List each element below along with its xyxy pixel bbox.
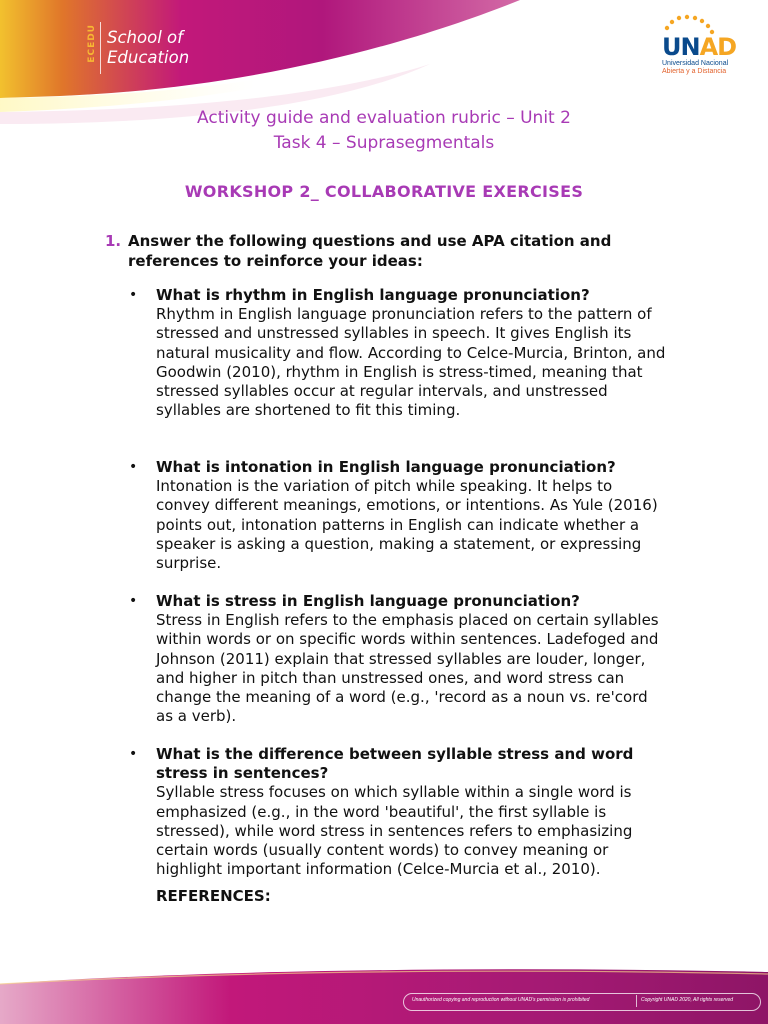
item-question: What is intonation in English language pronunciation? — [156, 458, 616, 476]
list-item — [129, 458, 666, 573]
logo-divider — [100, 22, 101, 74]
references-heading: REFERENCES: — [156, 887, 271, 905]
item-answer: Syllable stress focuses on which syllable within a single word is emphasized (e.g., in the word 'beautiful', the first syllable is stressed), while word stress in sentences refers to emphasizing certain words (usually content words) to convey meaning or highlight important information (Celce-Murcia et al., 2010). — [156, 783, 633, 879]
bullet: • — [129, 746, 138, 762]
unad-subtitle-2: Abierta y a Distancia — [662, 68, 727, 75]
question-text: Answer the following questions and use APA citation and references to reinforce your ideas: — [128, 232, 612, 270]
list-item — [129, 286, 666, 420]
item-question: What is stress in English language pronunciation? — [156, 592, 580, 610]
item-question: What is the difference between syllable stress and word stress in sentences? — [156, 745, 634, 783]
bullet: • — [129, 593, 138, 609]
school-line-2: Education — [107, 48, 190, 67]
footer-separator — [636, 995, 637, 1007]
ecedu-logo-text: ECEDU — [87, 24, 97, 63]
list-item — [129, 592, 666, 726]
school-line-1: School of — [107, 28, 183, 47]
bullet: • — [129, 459, 138, 475]
item-answer: Intonation is the variation of pitch while speaking. It helps to convey different meanings, emotions, or intentions. As Yule (2016) points out, intonation patterns in English can indicate whether a speaker is asking a question, making a statement, or expressing surprise. — [156, 477, 658, 573]
workshop-heading: WORKSHOP 2_ COLLABORATIVE EXERCISES — [184, 182, 584, 201]
unad-wordmark: UNAD — [662, 33, 737, 61]
item-question: What is rhythm in English language pronunciation? — [156, 286, 590, 304]
document-subtitle: Task 4 – Suprasegmentals — [273, 133, 495, 153]
question-number: 1. — [105, 232, 122, 250]
document-title: Activity guide and evaluation rubric – Unit 2 — [197, 108, 571, 128]
item-answer: Rhythm in English language pronunciation refers to the pattern of stressed and unstressed syllables in speech. It gives English its natural musicality and flow. According to Celce-Murcia, Brinton, and Goodwin (2010), rhythm in English is stress-timed, meaning that stressed syllables occur at regular intervals, and unstressed syllables are shortened to fit this timing. — [156, 305, 666, 420]
school-of-education-logo — [107, 28, 189, 68]
item-answer: Stress in English refers to the emphasis placed on certain syllables within words or on specific words within sentences. Ladefoged and Johnson (2011) explain that stressed syllables are louder, longer, and higher in pitch than unstressed ones, and word stress can change the meaning of a word (e.g., 'record as a noun vs. re'cord as a verb). — [156, 611, 659, 726]
unad-subtitle-1: Universidad Nacional — [662, 60, 729, 67]
bullet: • — [129, 287, 138, 303]
footer-copy-notice: Unauthorized copying and reproduction without UNAD's permission is prohibited — [412, 997, 590, 1003]
list-item — [129, 745, 666, 879]
footer-copyright: Copyright UNAD 2020, All rights reserved — [641, 997, 734, 1003]
